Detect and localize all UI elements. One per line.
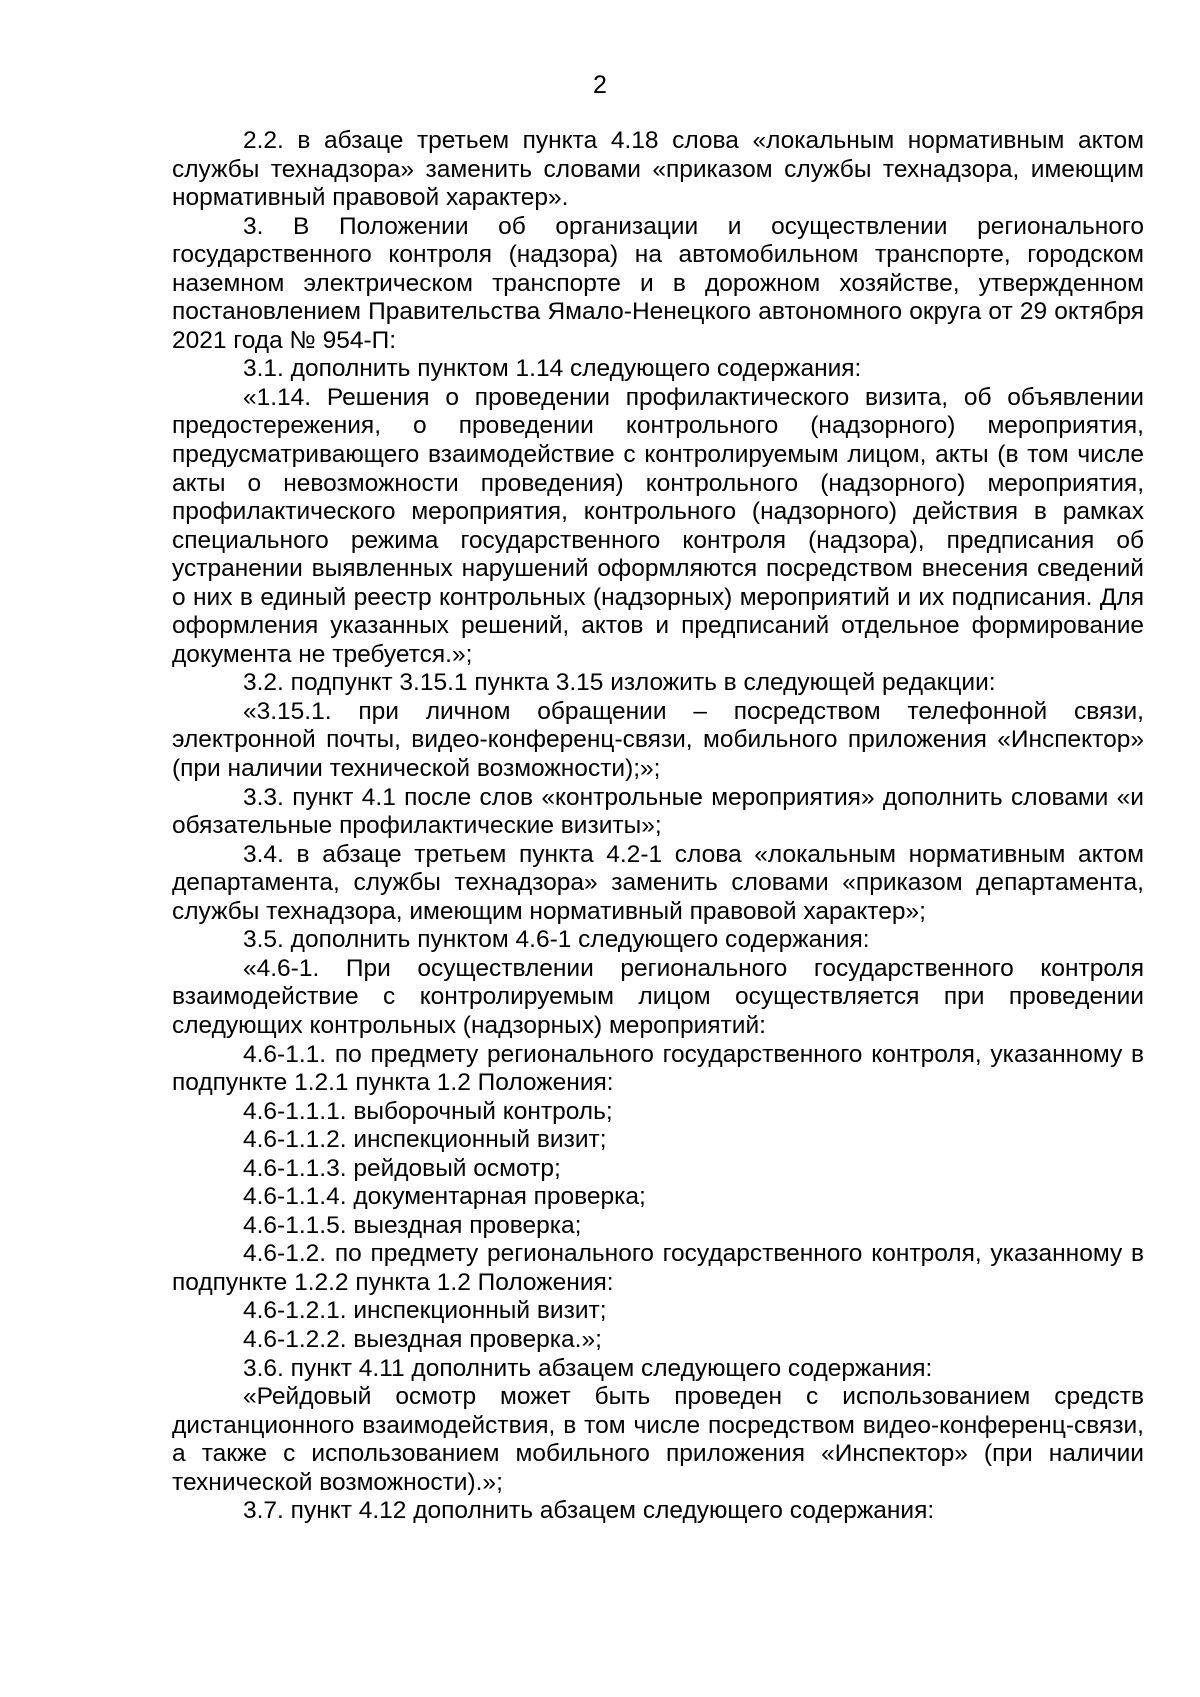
- page-number: 2: [593, 71, 607, 99]
- paragraph: 3.4. в абзаце третьем пункта 4.2-1 слова «локальным нормативным актом департамента, службы технадзора» заменить словами «приказом департамента, службы технадзора, имеющим нормативный правовой характер»;: [172, 840, 1144, 925]
- paragraph: 3.5. дополнить пунктом 4.6-1 следующего содержания:: [243, 926, 870, 954]
- document-body: [172, 127, 1144, 1526]
- paragraph: 4.6-1.1. по предмету регионального государственного контроля, указанному в подпункте 1.2.1 пункта 1.2 Положения:: [172, 1040, 1144, 1097]
- paragraph: 4.6-1.1.3. рейдовый осмотр;: [243, 1154, 561, 1182]
- paragraph: 3. В Положении об организации и осуществлении регионального государственного контроля (надзора) на автомобильном транспорте, городском наземном электрическом транспорте и в дорожном хозяйстве, утвержденном постановлением Правительства Ямало-Ненецкого автономного округа от 29 октября 2021 года № 954-П:: [172, 212, 1144, 354]
- paragraph: 4.6-1.1.4. документарная проверка;: [243, 1183, 646, 1211]
- paragraph: 4.6-1.1.5. выездная проверка;: [243, 1211, 582, 1239]
- paragraph: 3.3. пункт 4.1 после слов «контрольные мероприятия» дополнить словами «и обязательные профилактические визиты»;: [172, 783, 1144, 840]
- paragraph: 3.1. дополнить пунктом 1.14 следующего содержания:: [243, 355, 862, 383]
- paragraph: 3.7. пункт 4.12 дополнить абзацем следующего содержания:: [243, 1497, 935, 1525]
- paragraph: 4.6-1.2. по предмету регионального государственного контроля, указанному в подпункте 1.2.2 пункта 1.2 Положения:: [172, 1240, 1144, 1296]
- paragraph: 4.6-1.2.2. выездная проверка.»;: [243, 1325, 602, 1353]
- paragraph: 4.6-1.1.2. инспекционный визит;: [243, 1126, 607, 1154]
- paragraph: «3.15.1. при личном обращении – посредством телефонной связи, электронной почты, видео-конференц-связи, мобильного приложения «Инспектор» (при наличии технической возможности);»;: [172, 697, 1144, 783]
- paragraph: «Рейдовый осмотр может быть проведен с использованием средств дистанционного взаимодействия, в том числе посредством видео-конференц-связи, а также с использованием мобильного приложения «Инспектор» (при наличии технической возможности).»;: [172, 1383, 1144, 1496]
- paragraph: 3.6. пункт 4.11 дополнить абзацем следующего содержания:: [243, 1354, 933, 1382]
- paragraph: 4.6-1.1.1. выборочный контроль;: [243, 1097, 613, 1125]
- paragraph: 2.2. в абзаце третьем пункта 4.18 слова «локальным нормативным актом службы технадзора» заменить словами «приказом службы технадзора, имеющим нормативный правовой характер».: [172, 127, 1144, 212]
- paragraph: «1.14. Решения о проведении профилактического визита, об объявлении предостережения, о проведении контрольного (надзорного) мероприятия, предусматривающего взаимодействие с контролируемым лицом, акты (в том числе акты о невозможности проведения) контрольного (надзорного) мероприятия, профилактического мероприятия, контрольного (надзорного) действия в рамках специального режима государственного контроля (надзора), предписания об устранении выявленных нарушений оформляются посредством внесения сведений о них в единый реестр контрольных (надзорных) мероприятий и их подписания. Для оформления указанных решений, актов и предписаний отдельное формирование документа не требуется.»;: [172, 383, 1144, 668]
- paragraph: «4.6-1. При осуществлении регионального государственного контроля взаимодействие с контролируемым лицом осуществляется при проведении следующих контрольных (надзорных) мероприятий:: [172, 954, 1144, 1039]
- paragraph: 3.2. подпункт 3.15.1 пункта 3.15 изложить в следующей редакции:: [243, 669, 996, 697]
- paragraph: 4.6-1.2.1. инспекционный визит;: [243, 1297, 607, 1325]
